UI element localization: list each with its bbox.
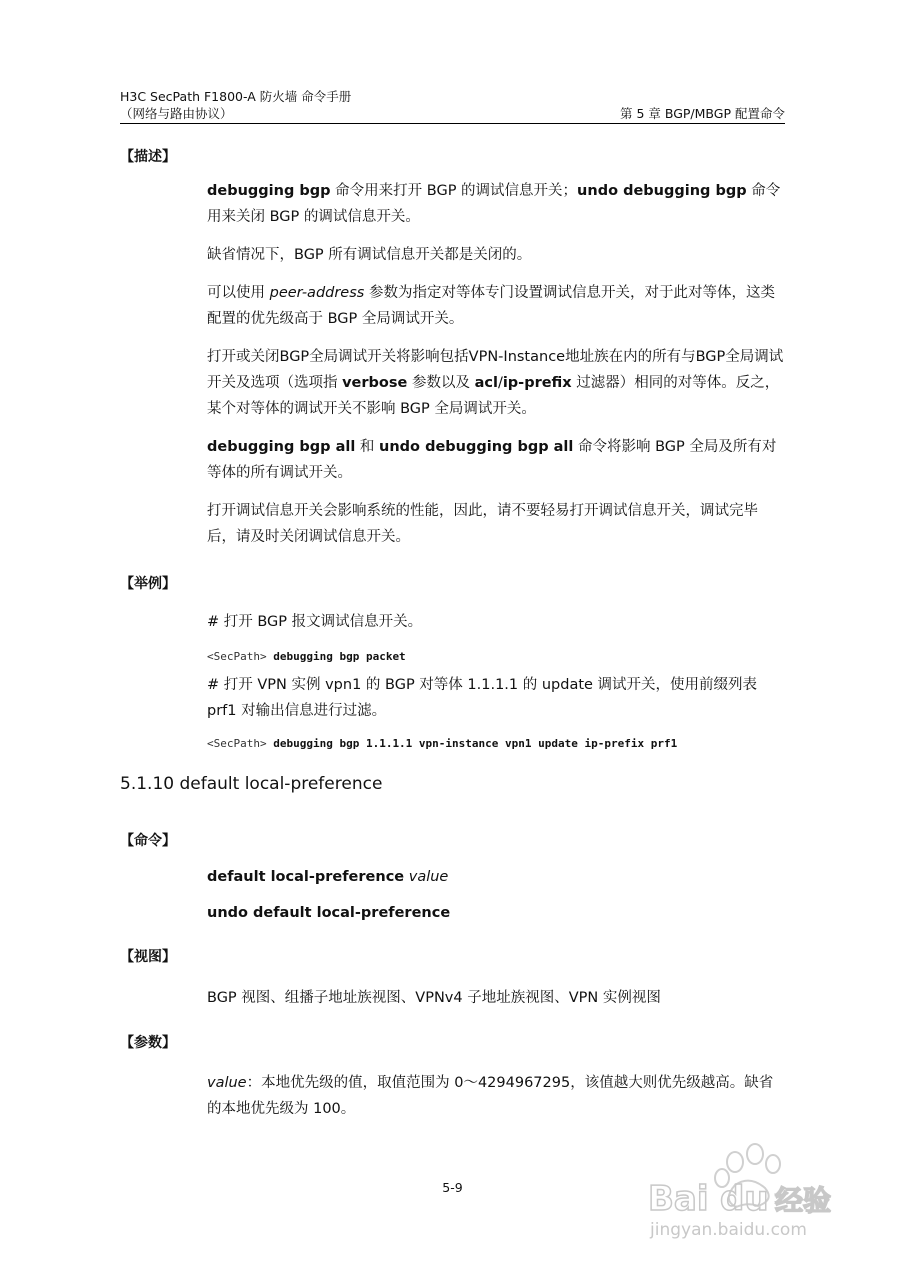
describe-para-4 [207,344,785,422]
cli-command: debugging bgp packet [266,650,406,663]
param-peer-address: peer-address [269,285,365,301]
text: ：本地优先级的值，取值范围为 0～4294967295，该值越大则优先级越高。缺省的本地优先级为 100。 [207,1075,774,1117]
kw-acl: acl [474,375,498,391]
chapter-title: 第 5 章 BGP/MBGP 配置命令 [619,106,785,121]
command-line-1 [207,864,785,890]
example-code-2 [207,737,677,750]
params-text [207,1070,785,1122]
text: 可以使用 [207,285,270,301]
cli-prompt: <SecPath> [207,737,267,750]
manual-title: H3C SecPath F1800-A 防火墙 命令手册 [120,89,352,104]
cmd-default-local-preference: default local-preference [207,869,405,885]
cmd-debugging-bgp-all: debugging bgp all [207,439,356,455]
cli-prompt: <SecPath> [207,650,267,663]
header-divider [120,123,785,124]
running-header [120,88,785,122]
svg-text:Bai: Bai [648,1179,709,1219]
svg-text:经验: 经验 [775,1184,832,1217]
describe-para-3 [207,280,785,332]
text: 命令用来关闭 BGP 的调试信息开关。 [207,183,781,225]
cli-command: debugging bgp 1.1.1.1 vpn-instance vpn1 update ip-prefix prf1 [266,737,678,750]
command-heading: 【命令】 [120,833,176,849]
cmd-undo-debugging-bgp: undo debugging bgp [577,183,747,199]
param-value: value [404,869,449,885]
section-title: 5.1.10 default local-preference [120,774,383,794]
param-value: value [207,1075,247,1091]
cmd-undo-debugging-bgp-all: undo debugging bgp all [379,439,574,455]
command-line-2 [207,900,785,926]
describe-para-5 [207,434,785,486]
text: 命令将影响 BGP 全局及所有对等体的所有调试开关。 [207,439,777,481]
text: 过滤器）相同的对等体。反之，某个对等体的调试开关不影响 BGP 全局调试开关。 [207,375,780,417]
kw-ip-prefix: ip-prefix [502,375,572,391]
describe-para-6: 打开调试信息开关会影响系统的性能，因此，请不要轻易打开调试信息开关，调试完毕后，请及时关闭调试信息开关。 [207,503,758,545]
cmd-debugging-bgp: debugging bgp [207,183,331,199]
describe-heading: 【描述】 [120,149,176,165]
text: 参数以及 [407,375,475,391]
watermark-url: jingyan.baidu.com [650,1220,807,1240]
text: 打开或关闭BGP全局调试开关将影响包括VPN-Instance地址族在内的所有与BGP全局调试开关及选项（选项指 [207,349,784,391]
cmd-undo-default-local-preference: undo default local-preference [207,905,451,921]
view-text: BGP 视图、组播子地址族视图、VPNv4 子地址族视图、VPN 实例视图 [207,990,661,1006]
text: / [497,375,503,391]
example-comment-2: # 打开 VPN 实例 vpn1 的 BGP 对等体 1.1.1.1 的 update 调试开关，使用前缀列表 prf1 对输出信息进行过滤。 [207,677,758,719]
kw-verbose: verbose [342,375,408,391]
describe-para-2: 缺省情况下，BGP 所有调试信息开关都是关闭的。 [207,247,532,263]
page-number: 5-9 [442,1180,463,1195]
describe-para-1 [207,178,785,230]
svg-text:du: du [720,1179,769,1219]
example-heading: 【举例】 [120,576,176,592]
text: 参数为指定对等体专门设置调试信息开关，对于此对等体，这类配置的优先级高于 BGP 全局调试开关。 [207,285,775,327]
view-heading: 【视图】 [120,949,176,965]
example-code-1 [207,650,406,663]
example-comment-1: # 打开 BGP 报文调试信息开关。 [207,614,423,630]
text: 和 [355,439,380,455]
text: 命令用来打开 BGP 的调试信息开关； [330,183,578,199]
params-heading: 【参数】 [120,1035,176,1051]
manual-subtitle: （网络与路由协议） [120,106,233,121]
